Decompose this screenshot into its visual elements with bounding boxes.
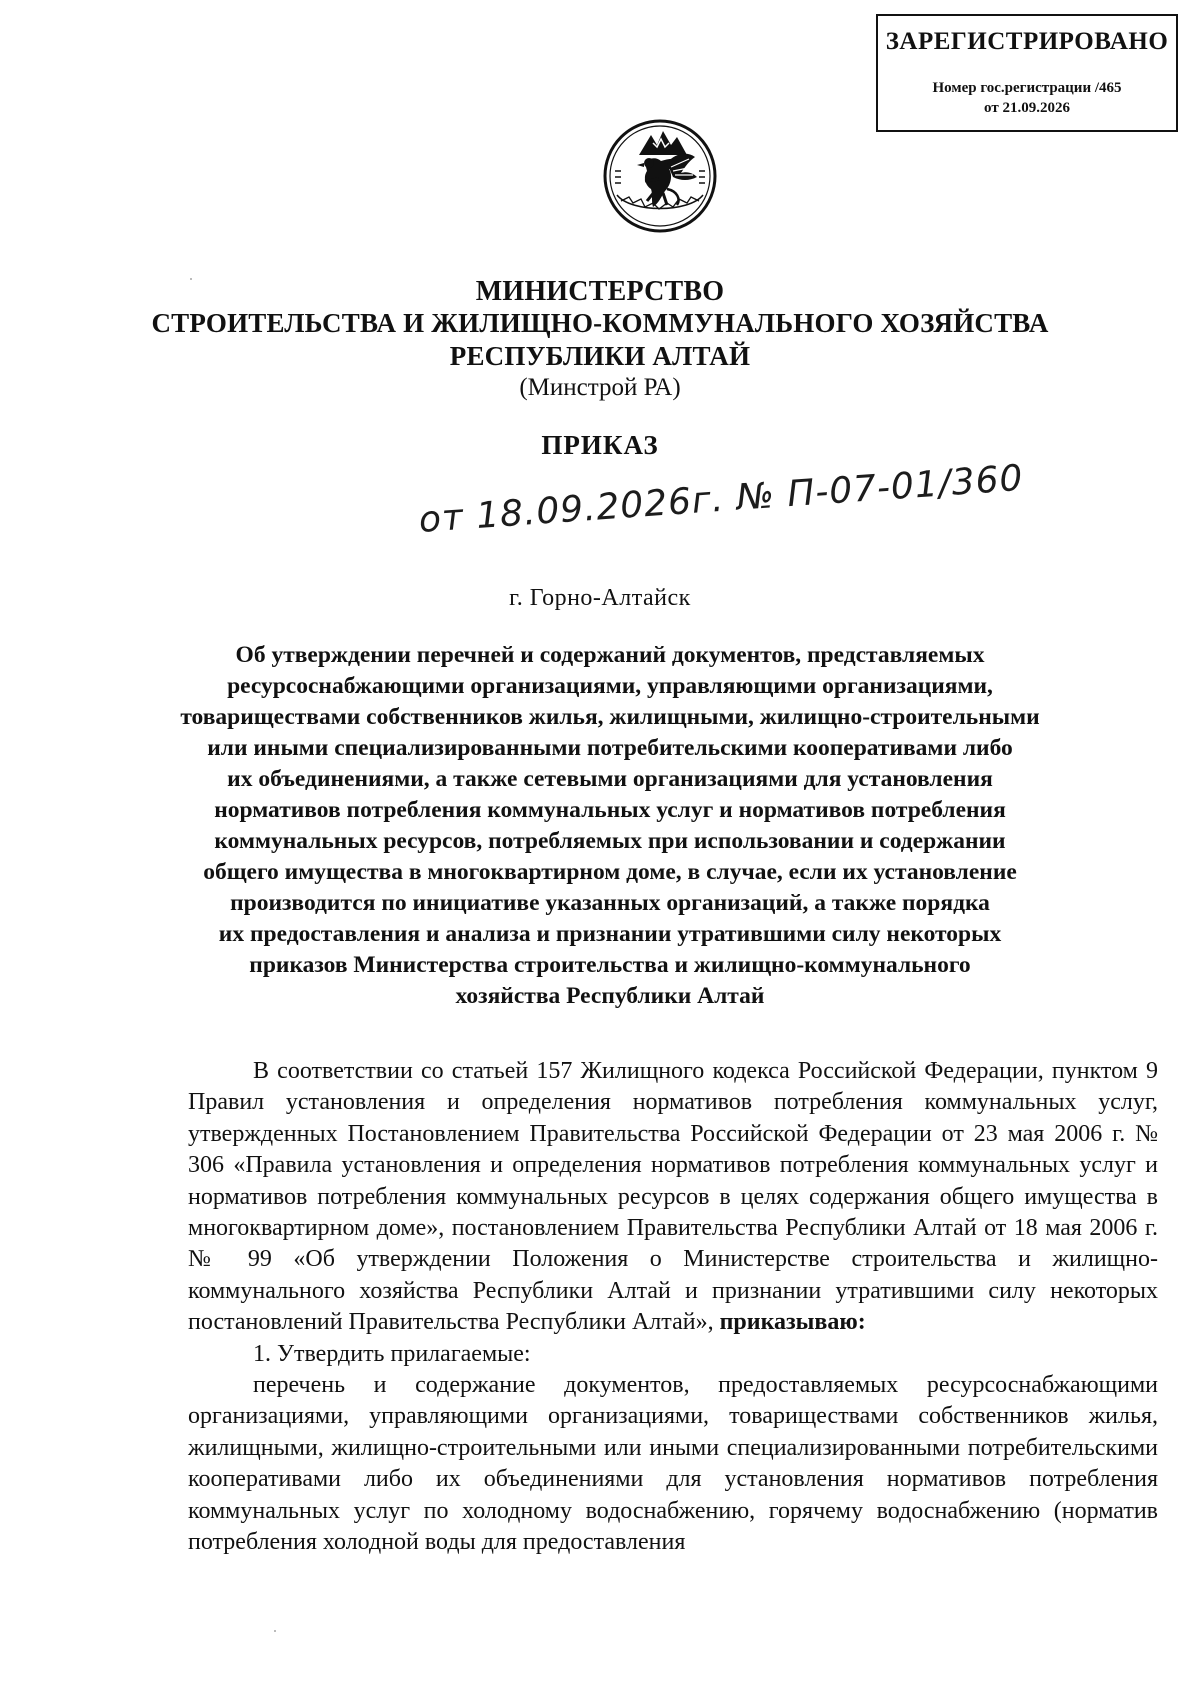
subject-line: приказов Министерства строительства и жилищно-коммунального <box>249 952 971 978</box>
stamp-title: ЗАРЕГИСТРИРОВАНО <box>885 28 1169 55</box>
order-body <box>188 1056 1158 1559</box>
scan-artifact <box>274 1630 276 1632</box>
ministry-abbreviation: (Минстрой РА) <box>519 374 681 401</box>
subject-line: их предоставления и анализа и признании утратившими силу некоторых <box>218 921 1002 947</box>
subject-line: их объединениями, а также сетевыми организациями для установления <box>227 766 993 792</box>
item-1-heading: 1. Утвердить прилагаемые: <box>253 1340 531 1367</box>
subject-line: товариществами собственников жилья, жилищными, жилищно-строительными <box>180 704 1040 730</box>
preamble-paragraph <box>188 1056 1158 1339</box>
coat-of-arms-altai-icon <box>601 117 719 235</box>
subject-line: производится по инициативе указанных организаций, а также порядка <box>230 890 990 916</box>
subject-line: или иными специализированными потребительскими кооперативами либо <box>207 735 1013 761</box>
decree-word: приказываю: <box>719 1309 866 1336</box>
subject-line: коммунальных ресурсов, потребляемых при использовании и содержании <box>214 828 1006 854</box>
order-city: г. Горно-Алтайск <box>509 585 691 611</box>
subject-line: хозяйства Республики Алтай <box>455 983 765 1009</box>
registration-stamp <box>876 14 1178 132</box>
order-title: ПРИКАЗ <box>541 430 659 460</box>
scan-artifact <box>190 278 192 280</box>
subject-line: Об утверждении перечней и содержаний документов, представляемых <box>235 642 985 668</box>
item-1-text: перечень и содержание документов, предоставляемых ресурсоснабжающими организациями, управляющими организациями, товариществами собственников жилья, жилищными, жилищно-строительными или иными специализированными потребительскими кооперативами либо их объединениями для установления нормативов потребления коммунальных услуг по холодному водоснабжению, горячему водоснабжению (норматив потребления холодной воды для предоставления <box>188 1372 1158 1556</box>
ministry-name-line2: СТРОИТЕЛЬСТВА И ЖИЛИЩНО-КОММУНАЛЬНОГО ХОЗЯЙСТВА <box>151 308 1049 338</box>
stamp-registration-date: от 21.09.2026 <box>984 100 1070 116</box>
handwritten-order-date-number: от 18.09.2026г. № П-07-01/360 <box>417 457 1025 541</box>
ministry-name-line3: РЕСПУБЛИКИ АЛТАЙ <box>449 341 751 371</box>
subject-line: общего имущества в многоквартирном доме, в случае, если их установление <box>203 859 1017 885</box>
preamble-text: В соответствии со статьей 157 Жилищного кодекса Российской Федерации, пунктом 9 Правил установления и определения нормативов потребления коммунальных услуг, утвержденных Постановлением Правительства Российской Федерации от 23 мая 2006 г. № 306 «Правила установления и определения нормативов потребления коммунальных услуг и нормативов потребления коммунальных ресурсов в целях содержания общего имущества в многоквартирном доме», постановлением Правительства Республики Алтай от 18 мая 2006 г. № 99 «Об утверждении Положения о Министерстве строительства и жилищно-коммунального хозяйства Республики Алтай и признании утратившими силу некоторых постановлений Правительства Республики Алтай», <box>188 1058 1158 1336</box>
stamp-registration-number: Номер гос.регистрации /465 <box>932 80 1122 96</box>
subject-line: ресурсоснабжающими организациями, управляющими организациями, <box>227 673 993 699</box>
subject-line: нормативов потребления коммунальных услуг и нормативов потребления <box>214 797 1006 823</box>
ministry-name-line1: МИНИСТЕРСТВО <box>475 276 725 307</box>
order-subject <box>180 640 1040 1012</box>
